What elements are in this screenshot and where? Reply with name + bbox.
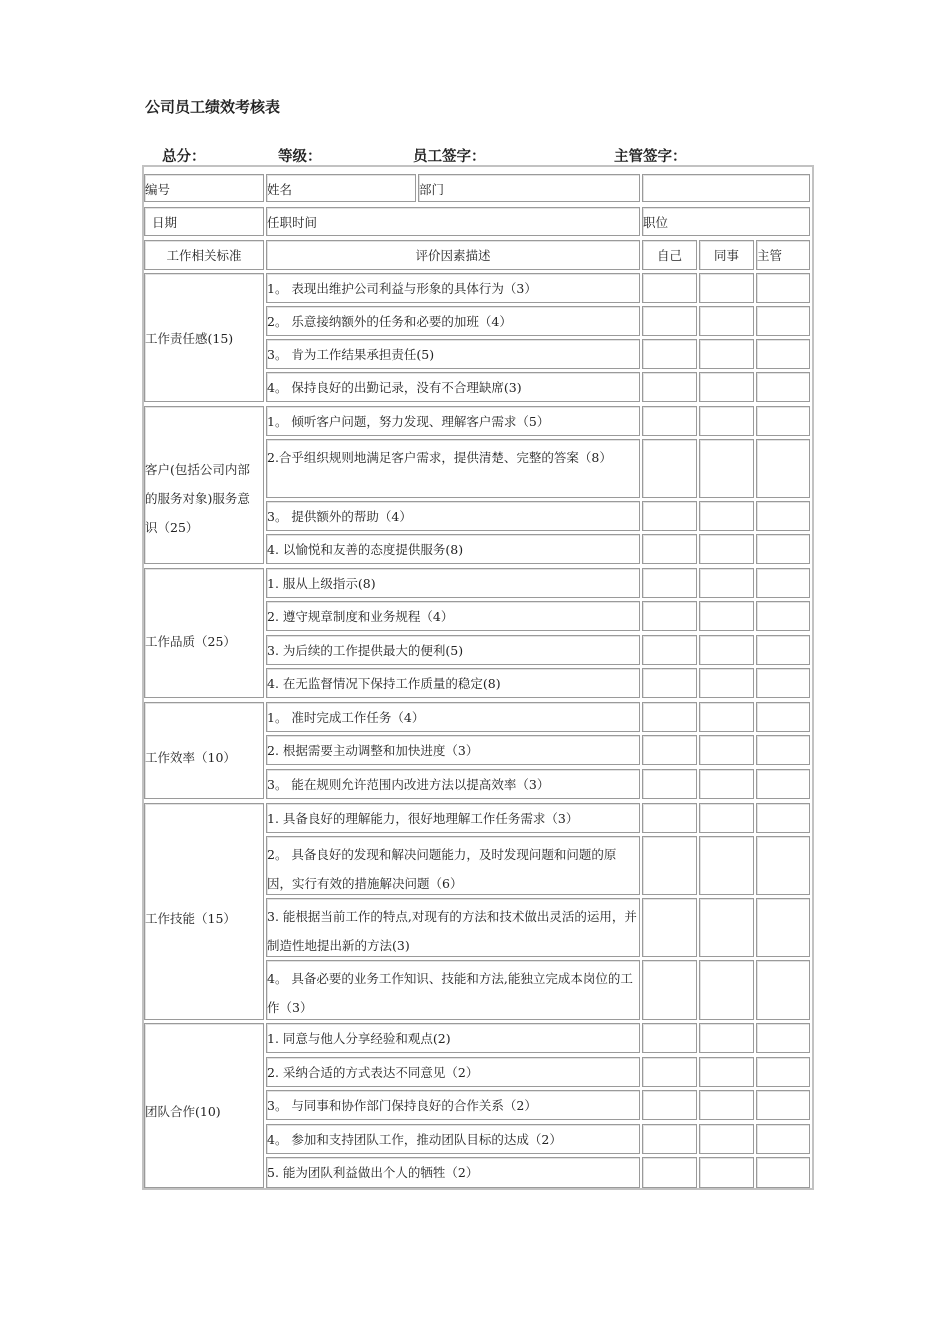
manager-score-cell[interactable] xyxy=(756,406,810,436)
dept-label: 部门 xyxy=(419,182,445,197)
section-work-quality xyxy=(144,568,264,698)
id-label: 编号 xyxy=(145,182,171,197)
manager-score-cell[interactable] xyxy=(756,439,810,498)
colleague-score-cell[interactable] xyxy=(699,534,754,564)
criteria-item: 4. 在无监督情况下保持工作质量的稳定(8) xyxy=(266,668,640,698)
criteria-header: 工作相关标准 xyxy=(144,240,264,270)
tenure-label: 任职时间 xyxy=(267,215,318,230)
colleague-score-cell[interactable] xyxy=(699,960,754,1020)
manager-score-cell[interactable] xyxy=(756,372,810,402)
criteria-item: 2。 乐意接纳额外的任务和必要的加班（4） xyxy=(266,306,640,336)
criteria-item: 4。 保持良好的出勤记录，没有不合理缺席(3) xyxy=(266,372,640,402)
criteria-item: 1. 同意与他人分享经验和观点(2) xyxy=(266,1023,640,1053)
manager-score-cell[interactable] xyxy=(756,1023,810,1053)
self-score-cell[interactable] xyxy=(642,836,697,895)
manager-score-cell[interactable] xyxy=(756,803,810,833)
criteria-item: 1. 具备良好的理解能力，很好地理解工作任务需求（3） xyxy=(266,803,640,833)
self-score-cell[interactable] xyxy=(642,406,697,436)
self-score-cell[interactable] xyxy=(642,1023,697,1053)
section-name-line: 识（25） xyxy=(145,520,199,535)
self-score-cell[interactable] xyxy=(642,960,697,1020)
blank-info-cell xyxy=(642,174,810,202)
colleague-score-cell[interactable] xyxy=(699,306,754,336)
criteria-item: 2.合乎组织规则地满足客户需求，提供清楚、完整的答案（8） xyxy=(266,439,640,498)
colleague-score-cell[interactable] xyxy=(699,1157,754,1188)
criteria-item: 2. 采纳合适的方式表达不同意见（2） xyxy=(266,1057,640,1087)
colleague-score-cell[interactable] xyxy=(699,406,754,436)
self-score-cell[interactable] xyxy=(642,668,697,698)
tenure-cell xyxy=(266,207,640,236)
self-score-cell[interactable] xyxy=(642,769,697,799)
manager-score-cell[interactable] xyxy=(756,534,810,564)
self-score-cell[interactable] xyxy=(642,702,697,732)
section-name: 工作效率（10） xyxy=(145,750,236,765)
manager-score-cell[interactable] xyxy=(756,668,810,698)
date-label: 日期 xyxy=(152,215,178,230)
criteria-item: 1。 准时完成工作任务（4） xyxy=(266,702,640,732)
manager-score-cell[interactable] xyxy=(756,601,810,631)
self-score-cell[interactable] xyxy=(642,501,697,531)
manager-score-cell[interactable] xyxy=(756,898,810,957)
self-score-cell[interactable] xyxy=(642,601,697,631)
section-name: 工作技能（15） xyxy=(145,911,236,926)
self-score-cell[interactable] xyxy=(642,898,697,957)
manager-score-cell[interactable] xyxy=(756,501,810,531)
colleague-score-cell[interactable] xyxy=(699,439,754,498)
self-score-cell[interactable] xyxy=(642,439,697,498)
manager-signature-label: 主管签字： xyxy=(614,149,687,165)
criteria-item: 3。 与同事和协作部门保持良好的合作关系（2） xyxy=(266,1090,640,1120)
self-score-cell[interactable] xyxy=(642,1124,697,1154)
criteria-item: 3。 能在规则允许范围内改进方法以提高效率（3） xyxy=(266,769,640,799)
dept-cell xyxy=(418,174,640,202)
section-responsibility xyxy=(144,273,264,402)
colleague-score-cell[interactable] xyxy=(699,769,754,799)
self-score-cell[interactable] xyxy=(642,372,697,402)
colleague-score-cell[interactable] xyxy=(699,1057,754,1087)
self-score-cell[interactable] xyxy=(642,635,697,665)
criteria-item: 4. 以愉悦和友善的态度提供服务(8) xyxy=(266,534,640,564)
position-label: 职位 xyxy=(643,215,669,230)
colleague-score-cell[interactable] xyxy=(699,601,754,631)
colleague-score-cell[interactable] xyxy=(699,1090,754,1120)
grade-label: 等级： xyxy=(278,149,322,165)
colleague-score-cell[interactable] xyxy=(699,273,754,303)
manager-score-cell[interactable] xyxy=(756,960,810,1020)
section-work-skills xyxy=(144,803,264,1020)
section-name: 工作责任感(15) xyxy=(145,331,234,346)
manager-header: 主管 xyxy=(756,240,810,270)
colleague-score-cell[interactable] xyxy=(699,898,754,957)
criteria-item: 1. 服从上级指示(8) xyxy=(266,568,640,598)
section-customer-service xyxy=(144,406,264,564)
manager-score-cell[interactable] xyxy=(756,836,810,895)
colleague-score-cell[interactable] xyxy=(699,501,754,531)
position-cell xyxy=(642,207,810,236)
manager-score-cell[interactable] xyxy=(756,306,810,336)
criteria-item: 3. 能根据当前工作的特点,对现有的方法和技术做出灵活的运用，并制造性地提出新的方法(3) xyxy=(266,898,640,957)
criteria-item: 1。 表现出维护公司利益与形象的具体行为（3） xyxy=(266,273,640,303)
self-score-cell[interactable] xyxy=(642,1090,697,1120)
criteria-item: 3。 肯为工作结果承担责任(5) xyxy=(266,339,640,369)
criteria-item: 2。 具备良好的发现和解决问题能力，及时发现问题和问题的原因，实行有效的措施解决问题（6） xyxy=(266,836,640,895)
self-header: 自己 xyxy=(642,240,697,270)
section-name: 团队合作(10) xyxy=(145,1104,221,1119)
criteria-item: 4。 具备必要的业务工作知识、技能和方法,能独立完成本岗位的工作（3） xyxy=(266,960,640,1020)
manager-score-cell[interactable] xyxy=(756,273,810,303)
criteria-item: 5. 能为团队利益做出个人的牺牲（2） xyxy=(266,1157,640,1188)
colleague-score-cell[interactable] xyxy=(699,635,754,665)
colleague-score-cell[interactable] xyxy=(699,836,754,895)
section-name: 工作品质（25） xyxy=(145,634,236,649)
colleague-score-cell[interactable] xyxy=(699,803,754,833)
description-header: 评价因素描述 xyxy=(266,240,640,270)
self-score-cell[interactable] xyxy=(642,735,697,765)
self-score-cell[interactable] xyxy=(642,534,697,564)
manager-score-cell[interactable] xyxy=(756,568,810,598)
colleague-score-cell[interactable] xyxy=(699,702,754,732)
total-score-label: 总分： xyxy=(162,149,206,165)
colleague-score-cell[interactable] xyxy=(699,1023,754,1053)
criteria-item: 4。 参加和支持团队工作，推动团队目标的达成（2） xyxy=(266,1124,640,1154)
criteria-item: 2. 遵守规章制度和业务规程（4） xyxy=(266,601,640,631)
section-name-line: 的服务对象)服务意 xyxy=(145,491,250,506)
manager-score-cell[interactable] xyxy=(756,1090,810,1120)
name-label: 姓名 xyxy=(267,182,293,197)
employee-signature-label: 员工签字： xyxy=(413,149,486,165)
criteria-item: 3. 为后续的工作提供最大的便利(5) xyxy=(266,635,640,665)
criteria-item: 2. 根据需要主动调整和加快进度（3） xyxy=(266,735,640,765)
colleague-score-cell[interactable] xyxy=(699,339,754,369)
name-cell xyxy=(266,174,416,202)
evaluation-table xyxy=(142,165,814,1190)
manager-score-cell[interactable] xyxy=(756,1057,810,1087)
date-cell xyxy=(144,207,264,236)
section-name-line: 客户(包括公司内部 xyxy=(145,462,250,477)
manager-score-cell[interactable] xyxy=(756,635,810,665)
section-work-efficiency xyxy=(144,702,264,799)
manager-score-cell[interactable] xyxy=(756,1124,810,1154)
self-score-cell[interactable] xyxy=(642,273,697,303)
self-score-cell[interactable] xyxy=(642,339,697,369)
manager-score-cell[interactable] xyxy=(756,339,810,369)
colleague-score-cell[interactable] xyxy=(699,668,754,698)
manager-score-cell[interactable] xyxy=(756,735,810,765)
self-score-cell[interactable] xyxy=(642,1057,697,1087)
colleague-score-cell[interactable] xyxy=(699,372,754,402)
colleague-score-cell[interactable] xyxy=(699,735,754,765)
section-teamwork xyxy=(144,1023,264,1188)
self-score-cell[interactable] xyxy=(642,568,697,598)
manager-score-cell[interactable] xyxy=(756,702,810,732)
criteria-item: 1。 倾听客户问题，努力发现、理解客户需求（5） xyxy=(266,406,640,436)
self-score-cell[interactable] xyxy=(642,1157,697,1188)
colleague-score-cell[interactable] xyxy=(699,1124,754,1154)
colleague-header: 同事 xyxy=(699,240,754,270)
self-score-cell[interactable] xyxy=(642,803,697,833)
criteria-item: 3。 提供额外的帮助（4） xyxy=(266,501,640,531)
form-title: 公司员工绩效考核表 xyxy=(145,98,281,116)
colleague-score-cell[interactable] xyxy=(699,568,754,598)
self-score-cell[interactable] xyxy=(642,306,697,336)
id-cell xyxy=(144,174,264,202)
manager-score-cell[interactable] xyxy=(756,769,810,799)
manager-score-cell[interactable] xyxy=(756,1157,810,1188)
